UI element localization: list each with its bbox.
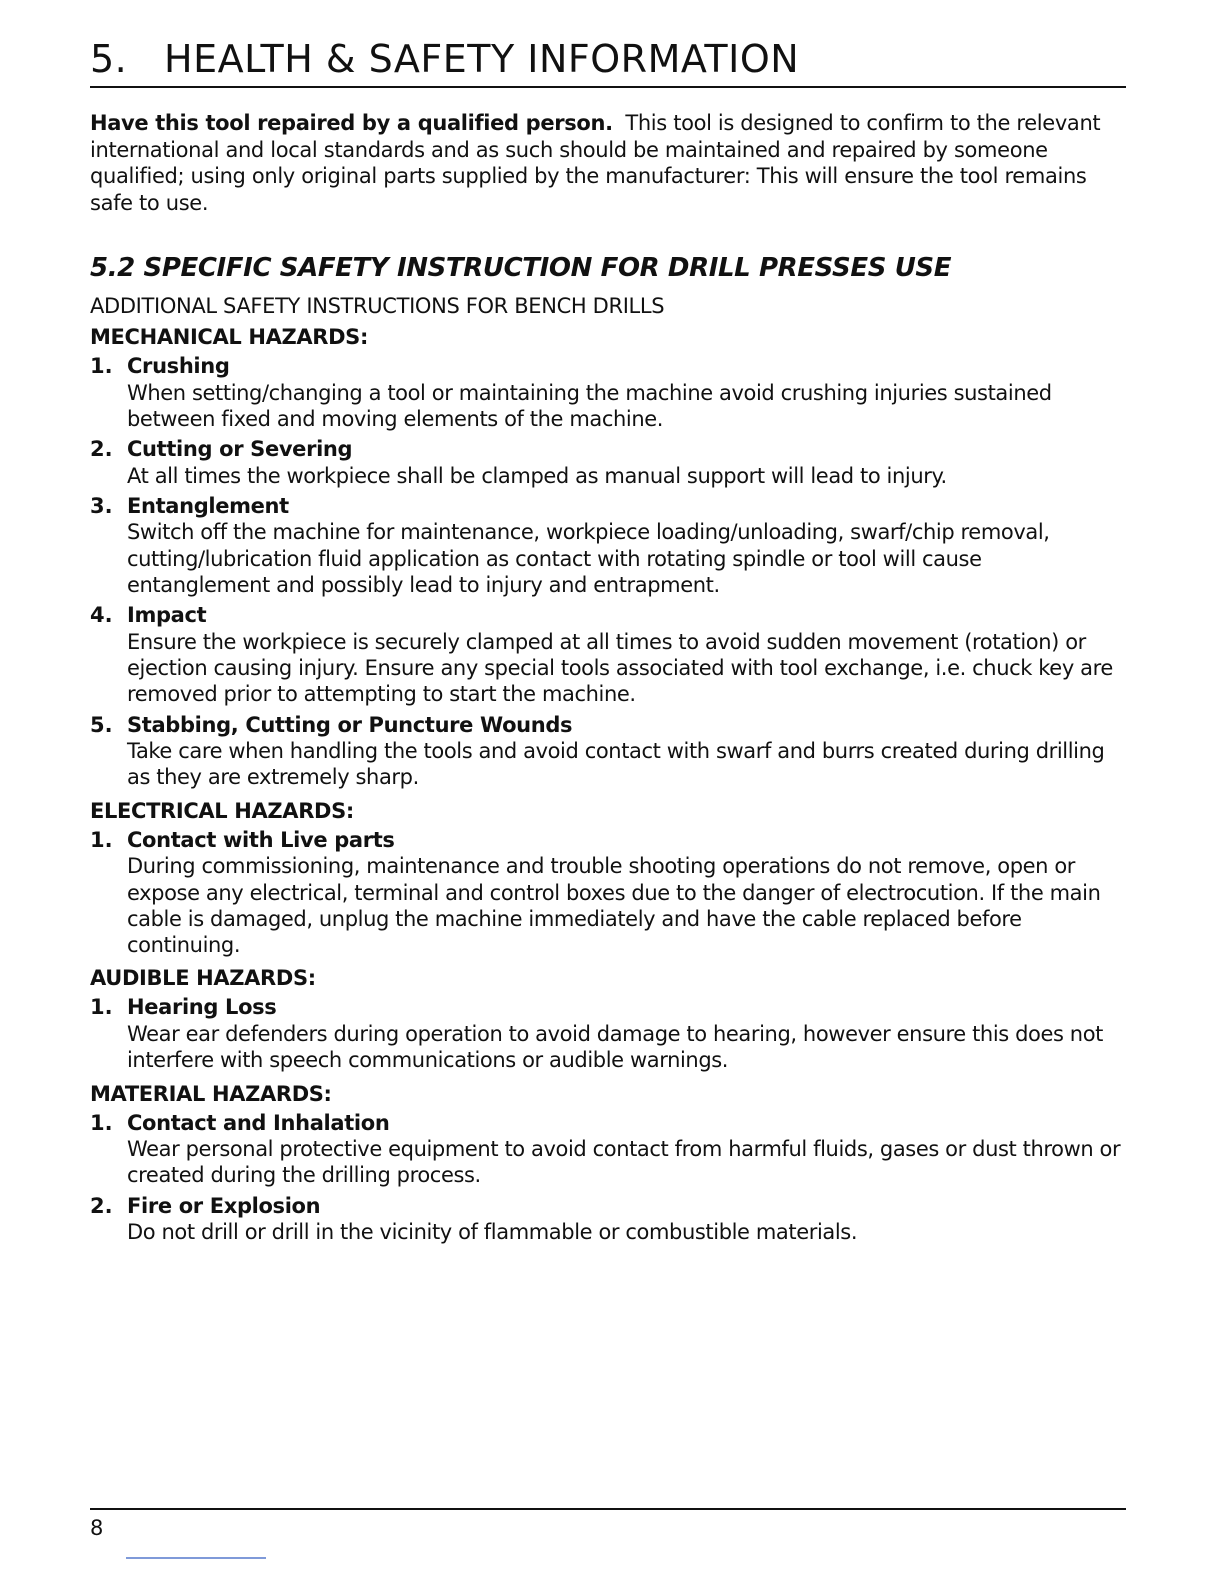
footer-rule xyxy=(90,1508,1126,1510)
section-title: 5.2 SPECIFIC SAFETY INSTRUCTION FOR DRILL PRESSES USE xyxy=(90,253,952,283)
hazard-item-number: 1. xyxy=(90,827,113,852)
hazard-group-title: ELECTRICAL HAZARDS: xyxy=(90,798,354,823)
hazard-item xyxy=(90,1193,1126,1246)
hazard-item-heading: Entanglement xyxy=(127,493,289,518)
hazard-item xyxy=(90,436,1126,489)
hazard-item xyxy=(90,994,1126,1073)
chapter-number: 5. xyxy=(90,37,128,81)
hazard-item-number: 4. xyxy=(90,603,113,628)
hazard-item-heading: Fire or Explosion xyxy=(127,1193,321,1218)
hazard-item-heading: Cutting or Severing xyxy=(127,437,353,462)
hazard-item-number: 1. xyxy=(90,1110,113,1135)
chapter-heading xyxy=(90,34,1126,84)
intro-lead: Have this tool repaired by a qualified person. xyxy=(90,111,613,135)
page-number: 8 xyxy=(90,1516,104,1540)
hazard-item-heading: Hearing Loss xyxy=(127,995,277,1020)
hazard-item xyxy=(90,353,1126,432)
hazard-item-heading: Contact with Live parts xyxy=(127,827,395,852)
hazard-item-number: 1. xyxy=(90,995,113,1020)
hazard-item-text: Wear ear defenders during operation to avoid damage to hearing, however ensure this does not interfere with speech communications or audible warnings. xyxy=(127,1021,1103,1073)
hazard-item xyxy=(90,827,1126,959)
section-subtitle: ADDITIONAL SAFETY INSTRUCTIONS FOR BENCH DRILLS xyxy=(90,294,665,318)
hazard-item-heading: Contact and Inhalation xyxy=(127,1110,390,1135)
hazard-group-title: AUDIBLE HAZARDS: xyxy=(90,966,316,991)
chapter-title: HEALTH & SAFETY INFORMATION xyxy=(164,37,800,81)
hazard-item-number: 5. xyxy=(90,712,113,737)
hazard-item xyxy=(90,712,1126,791)
hazard-group-title: MECHANICAL HAZARDS: xyxy=(90,325,369,349)
hazard-item-text: Ensure the workpiece is securely clamped at all times to avoid sudden movement (rotation) or ejection causing injury. Ensure any special tools associated with tool exchange, i.e. chuck key are removed prior to attempting to start the machine. xyxy=(127,629,1113,707)
document-page xyxy=(90,34,1126,1249)
hazard-item xyxy=(90,493,1126,598)
hazard-item-text: During commissioning, maintenance and trouble shooting operations do not remove, open or expose any electrical, terminal and control boxes due to the danger of electrocution. If the main cable is damaged, unplug the machine immediately and have the cable replaced before continuing. xyxy=(127,854,1101,958)
hazard-item-number: 3. xyxy=(90,493,113,518)
hazard-group-title: MATERIAL HAZARDS: xyxy=(90,1081,332,1106)
hazard-item-number: 2. xyxy=(90,1193,113,1218)
hazard-item-text: Wear personal protective equipment to avoid contact from harmful fluids, gases or dust thrown or created during the drilling process. xyxy=(127,1137,1121,1188)
hazard-item xyxy=(90,602,1126,707)
hazard-item-text: Do not drill or drill in the vicinity of flammable or combustible materials. xyxy=(127,1220,858,1245)
hazard-groups xyxy=(90,321,1126,1245)
hazard-item-number: 1. xyxy=(90,354,113,378)
hazard-item-text: When setting/changing a tool or maintaining the machine avoid crushing injuries sustained between fixed and moving elements of the machine. xyxy=(127,380,1052,431)
hazard-item-text: Take care when handling the tools and avoid contact with swarf and burrs created during drilling as they are extremely sharp. xyxy=(127,739,1105,790)
hazard-item-heading: Crushing xyxy=(127,354,230,378)
hazard-item-text: At all times the workpiece shall be clamped as manual support will lead to injury. xyxy=(127,463,947,488)
hazard-item-heading: Stabbing, Cutting or Puncture Wounds xyxy=(127,712,573,737)
intro-paragraph xyxy=(90,110,1126,216)
scan-underline-mark xyxy=(126,1557,266,1559)
heading-rule xyxy=(90,86,1126,88)
hazard-item-number: 2. xyxy=(90,437,113,462)
hazard-item-heading: Impact xyxy=(127,603,207,628)
hazard-item-text: Switch off the machine for maintenance, workpiece loading/unloading, swarf/chip removal, cutting/lubrication fluid application as contact with rotating spindle or tool will cause entanglement and possibly lead to injury and entrapment. xyxy=(127,520,1050,597)
intro-text: This tool is designed to confirm to the relevant international and local standards and as such should be maintained and repaired by someone qualified; using only original parts supplied by the manufacturer: This will ensure the tool remains safe to use. xyxy=(90,111,1101,215)
hazard-item xyxy=(90,1110,1126,1189)
